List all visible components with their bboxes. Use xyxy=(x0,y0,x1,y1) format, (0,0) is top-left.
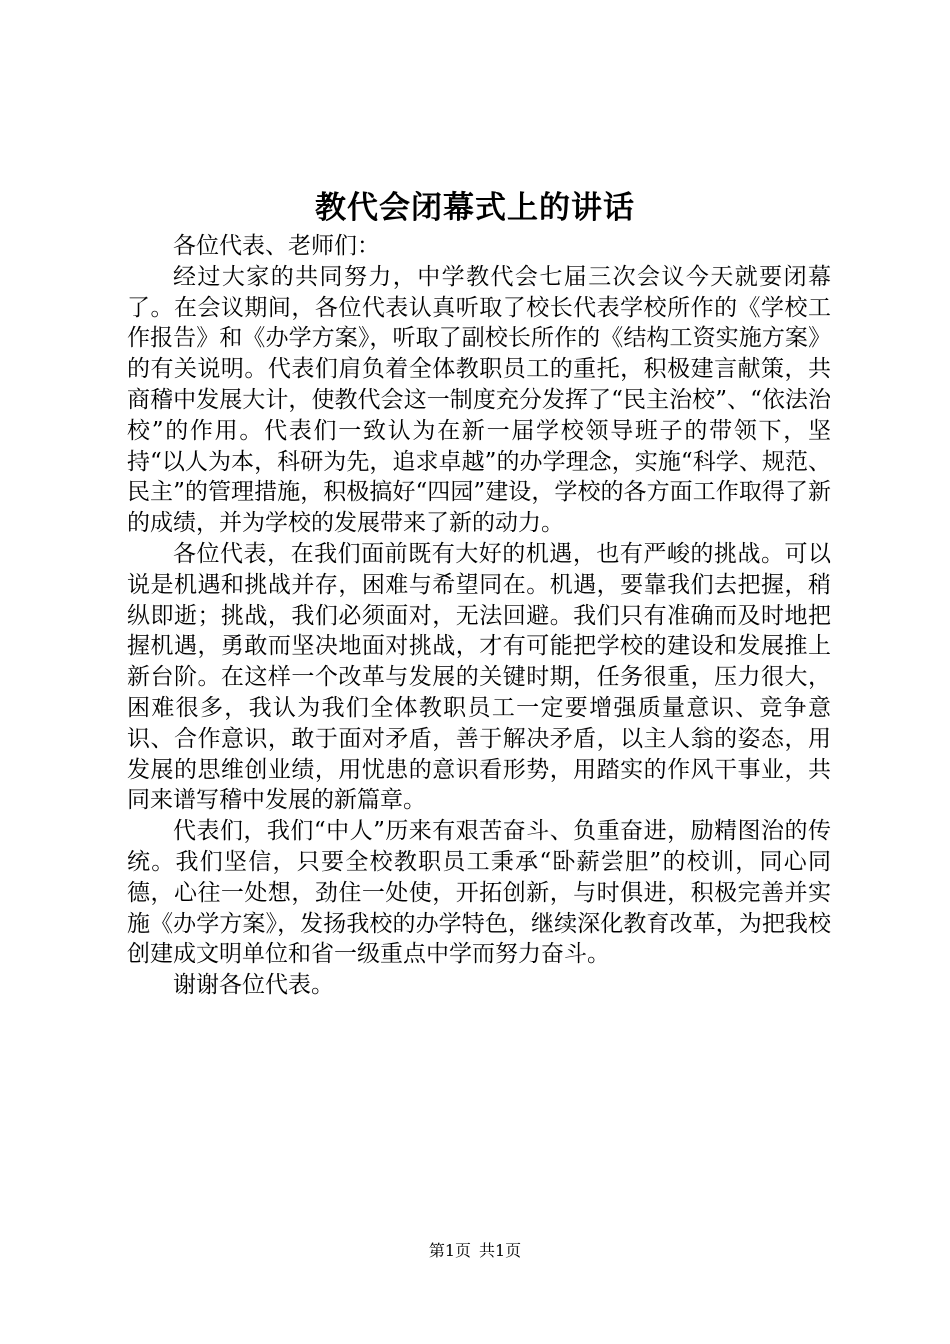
body-paragraph: 代表们，我们“中人”历来有艰苦奋斗、负重奋进，励精图治的传统。我们坚信，只要全校教职员工秉承“卧薪尝胆”的校训，同心同德，心往一处想，劲住一处使，开拓创新，与时俱进，积极完善并实施《办学方案》，发扬我校的办学特色，继续深化教育改革，为把我校创建成文明单位和省一级重点中学而努力奋斗。 xyxy=(127,818,831,968)
document-title: 教代会闭幕式上的讲话 xyxy=(315,190,635,226)
closing-line: 谢谢各位代表。 xyxy=(173,972,334,999)
body-paragraph: 经过大家的共同努力，中学教代会七届三次会议今天就要闭幕了。在会议期间，各位代表认真听取了校长代表学校所作的《学校工作报告》和《办学方案》，听取了副校长所作的《结构工资实施方案》的有关说明。代表们肩负着全体教职员工的重托，积极建言献策，共商稽中发展大计，使教代会这一制度充分发挥了“民主治校”、“依法治校”的作用。代表们一致认为在新一届学校领导班子的带领下，坚持“以人为本，科研为先，追求卓越”的办学理念，实施“科学、规范、民主”的管理措施，积极搞好“四园”建设，学校的各方面工作取得了新的成绩，并为学校的发展带来了新的动力。 xyxy=(127,263,831,537)
page-footer xyxy=(0,1240,950,1262)
page-total: 共1页 xyxy=(479,1241,522,1260)
document-body xyxy=(127,231,831,1001)
salutation: 各位代表、老师们： xyxy=(173,233,380,259)
body-paragraph: 各位代表，在我们面前既有大好的机遇，也有严峻的挑战。可以说是机遇和挑战并存，困难与希望同在。机遇，要靠我们去把握，稍纵即逝；挑战，我们必须面对，无法回避。我们只有准确而及时地把握机遇，勇敢而坚决地面对挑战，才有可能把学校的建设和发展推上新台阶。在这样一个改革与发展的关键时期，任务很重，压力很大，困难很多，我认为我们全体教职员工一定要增强质量意识、竞争意识、合作意识，敢于面对矛盾，善于解决矛盾，以主人翁的姿态，用发展的思维创业绩，用忧患的意识看形势，用踏实的作风干事业，共同来谱写稽中发展的新篇章。 xyxy=(127,540,831,814)
page-number: 第1页 xyxy=(428,1241,471,1260)
